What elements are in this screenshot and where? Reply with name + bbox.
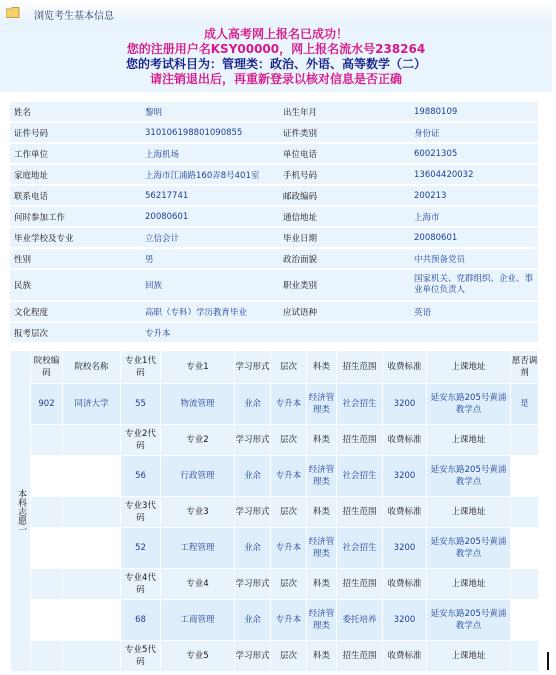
header-cell: 院校编码 [31,351,63,384]
adjust-cell: 是 [511,384,539,425]
empty-cell [511,497,539,528]
info-row [10,228,538,247]
header-cell: 层次 [271,425,307,456]
window-title: 浏览考生基本信息 [34,11,114,22]
empty-cell [31,569,63,600]
empty-cell [63,569,121,600]
info-row [10,144,538,163]
info-value: 60021305 [410,144,538,163]
header-cell: 专业1代码 [121,351,161,384]
empty-cell [31,641,63,672]
info-row [10,270,538,300]
scope-cell: 社会招生 [337,384,383,425]
info-label: 性别 [10,249,141,268]
empty-cell [63,425,121,456]
header-cell: 收费标准 [383,569,427,600]
header-cell: 层次 [271,569,307,600]
school-name-cell: 同济大学 [63,384,121,425]
header-cell: 专业3 [161,497,235,528]
info-row [10,123,538,142]
info-row [10,323,538,342]
info-value: 20080601 [141,207,279,226]
info-row [10,165,538,184]
info-label: 通信地址 [279,207,410,226]
empty-cell [31,425,63,456]
header-cell: 上课地址 [427,425,511,456]
info-label: 邮政编码 [279,186,410,205]
major-code-cell: 55 [121,384,161,425]
major-cell: 行政管理 [161,456,235,497]
info-label: 手机号码 [279,165,410,184]
header-cell: 上课地址 [427,641,511,672]
header-cell: 专业3代码 [121,497,161,528]
candidate-info-table [10,100,538,344]
header-cell: 收费标准 [383,641,427,672]
fee-cell: 3200 [383,600,427,641]
level-cell: 专升本 [271,528,307,569]
empty-cell [31,497,63,528]
empty-cell [511,425,539,456]
address-cell: 延安东路205号黄浦教学点 [427,528,511,569]
info-row [10,102,538,121]
volunteer-label-row [11,497,539,528]
info-value: 高职（专科）学历教育毕业 [141,302,279,321]
major-cell: 工程管理 [161,528,235,569]
fee-cell: 3200 [383,384,427,425]
header-cell: 专业5代码 [121,641,161,672]
address-cell: 延安东路205号黄浦教学点 [427,384,511,425]
address-cell: 延安东路205号黄浦教学点 [427,456,511,497]
info-label [279,323,410,342]
header-cell: 层次 [271,497,307,528]
study-form-cell: 业余 [235,528,271,569]
study-form-cell: 业余 [235,600,271,641]
subject-cell: 经济管理类 [307,456,337,497]
header-cell: 专业2代码 [121,425,161,456]
subject-cell: 经济管理类 [307,528,337,569]
volunteer-label-row [11,569,539,600]
info-label: 单位电话 [279,144,410,163]
info-value [410,323,538,342]
info-value: 20080601 [410,228,538,247]
school-code-cell: 902 [31,384,63,425]
volunteer-table [10,350,539,672]
info-value: 立信会计 [141,228,279,247]
info-label: 证件类别 [279,123,410,142]
info-label: 何时参加工作 [10,207,141,226]
header-cell: 院校名称 [63,351,121,384]
header-cell: 学习形式 [235,569,271,600]
info-value: 上海机场 [141,144,279,163]
header-cell: 愿否调剂 [511,351,539,384]
info-row [10,249,538,268]
info-label: 毕业学校及专业 [10,228,141,247]
volunteer-label-row [11,425,539,456]
scope-cell: 社会招生 [337,528,383,569]
empty-cell [511,569,539,600]
header-cell: 专业4代码 [121,569,161,600]
info-label: 姓名 [10,102,141,121]
header-cell: 科类 [307,569,337,600]
header-cell: 学习形式 [235,641,271,672]
address-cell: 延安东路205号黄浦教学点 [427,600,511,641]
header-cell: 科类 [307,425,337,456]
info-label: 报考层次 [10,323,141,342]
major-cell: 工商管理 [161,600,235,641]
info-label: 政治面貌 [279,249,410,268]
level-cell: 专升本 [271,600,307,641]
study-form-cell: 业余 [235,384,271,425]
info-value: 310106198801090855 [141,123,279,142]
header-cell: 专业2 [161,425,235,456]
header-cell: 科类 [307,497,337,528]
header-cell: 专业5 [161,641,235,672]
study-form-cell: 业余 [235,456,271,497]
info-value: 中共预备党员 [410,249,538,268]
header-cell: 科类 [307,351,337,384]
empty-cell [31,600,63,641]
info-value: 专升本 [141,323,279,342]
info-label: 毕业日期 [279,228,410,247]
empty-cell [31,456,63,497]
scope-cell: 社会招生 [337,456,383,497]
info-row [10,186,538,205]
info-value: 56217741 [141,186,279,205]
empty-cell [63,528,121,569]
info-row [10,207,538,226]
info-label: 民族 [10,270,141,300]
header-cell: 收费标准 [383,351,427,384]
empty-cell [63,641,121,672]
empty-cell [511,456,539,497]
logout-reminder: 请注销退出后，再重新登录以核对信息是否正确 [149,72,402,86]
subject-cell: 经济管理类 [307,384,337,425]
level-cell: 专升本 [271,384,307,425]
header-cell: 科类 [307,641,337,672]
info-value: 13604420032 [410,165,538,184]
info-value: 黎明 [141,102,279,121]
info-value: 身份证 [410,123,538,142]
empty-cell [511,641,539,672]
exam-subjects-message: 您的考试科目为：管理类：政治、外语、高等数学（二） [125,57,426,71]
info-row [10,302,538,321]
header-cell: 上课地址 [427,351,511,384]
major-code-cell: 56 [121,456,161,497]
header-cell: 专业4 [161,569,235,600]
window-title-bar [0,0,552,27]
folder-icon [6,7,20,18]
text-cursor [547,652,549,670]
info-label: 应试语种 [279,302,410,321]
header-cell: 招生范围 [337,497,383,528]
info-label: 证件号码 [10,123,141,142]
header-cell: 招生范围 [337,425,383,456]
fee-cell: 3200 [383,528,427,569]
info-label: 工作单位 [10,144,141,163]
volunteer-side-label: 本科志愿一 [11,351,31,672]
subject-cell: 经济管理类 [307,600,337,641]
header-cell: 层次 [271,641,307,672]
info-label: 文化程度 [10,302,141,321]
volunteer-data-row [11,456,539,497]
empty-cell [511,528,539,569]
level-cell: 专升本 [271,456,307,497]
info-label: 联系电话 [10,186,141,205]
info-value: 19880109 [410,102,538,121]
info-label: 职业类别 [279,270,410,300]
fee-cell: 3200 [383,456,427,497]
info-value: 上海市 [410,207,538,226]
header-cell: 上课地址 [427,569,511,600]
info-label: 出生年月 [279,102,410,121]
info-value: 男 [141,249,279,268]
empty-cell [63,456,121,497]
major-cell: 物流管理 [161,384,235,425]
header-cell: 招生范围 [337,569,383,600]
empty-cell [63,600,121,641]
volunteer-label-row [11,641,539,672]
major-code-cell: 52 [121,528,161,569]
empty-cell [31,528,63,569]
volunteer-data-row [11,600,539,641]
header-cell: 学习形式 [235,497,271,528]
header-cell: 上课地址 [427,497,511,528]
header-cell: 收费标准 [383,425,427,456]
info-value: 英语 [410,302,538,321]
empty-cell [511,600,539,641]
empty-cell [63,497,121,528]
info-label: 家庭地址 [10,165,141,184]
volunteer-header-row [11,351,539,384]
volunteer-data-row [11,384,539,425]
major-code-cell: 68 [121,600,161,641]
header-cell: 招生范围 [337,641,383,672]
info-value: 国家机关、党群组织、企业、事业单位负责人 [410,270,538,300]
success-message: 成人高考网上报名已成功！ [203,27,348,41]
info-value: 回族 [141,270,279,300]
info-value: 上海市江浦路160弄8号401室 [141,165,279,184]
scope-cell: 委托培养 [337,600,383,641]
header-cell: 专业1 [161,351,235,384]
volunteer-data-row [11,528,539,569]
header-cell: 层次 [271,351,307,384]
header-cell: 招生范围 [337,351,383,384]
header-cell: 学习形式 [235,351,271,384]
registration-id-message: 您的注册用户名KSY00000，网上报名流水号238264 [126,42,426,56]
info-value: 200213 [410,186,538,205]
header-cell: 学习形式 [235,425,271,456]
header-cell: 收费标准 [383,497,427,528]
registration-success-banner [0,26,552,92]
